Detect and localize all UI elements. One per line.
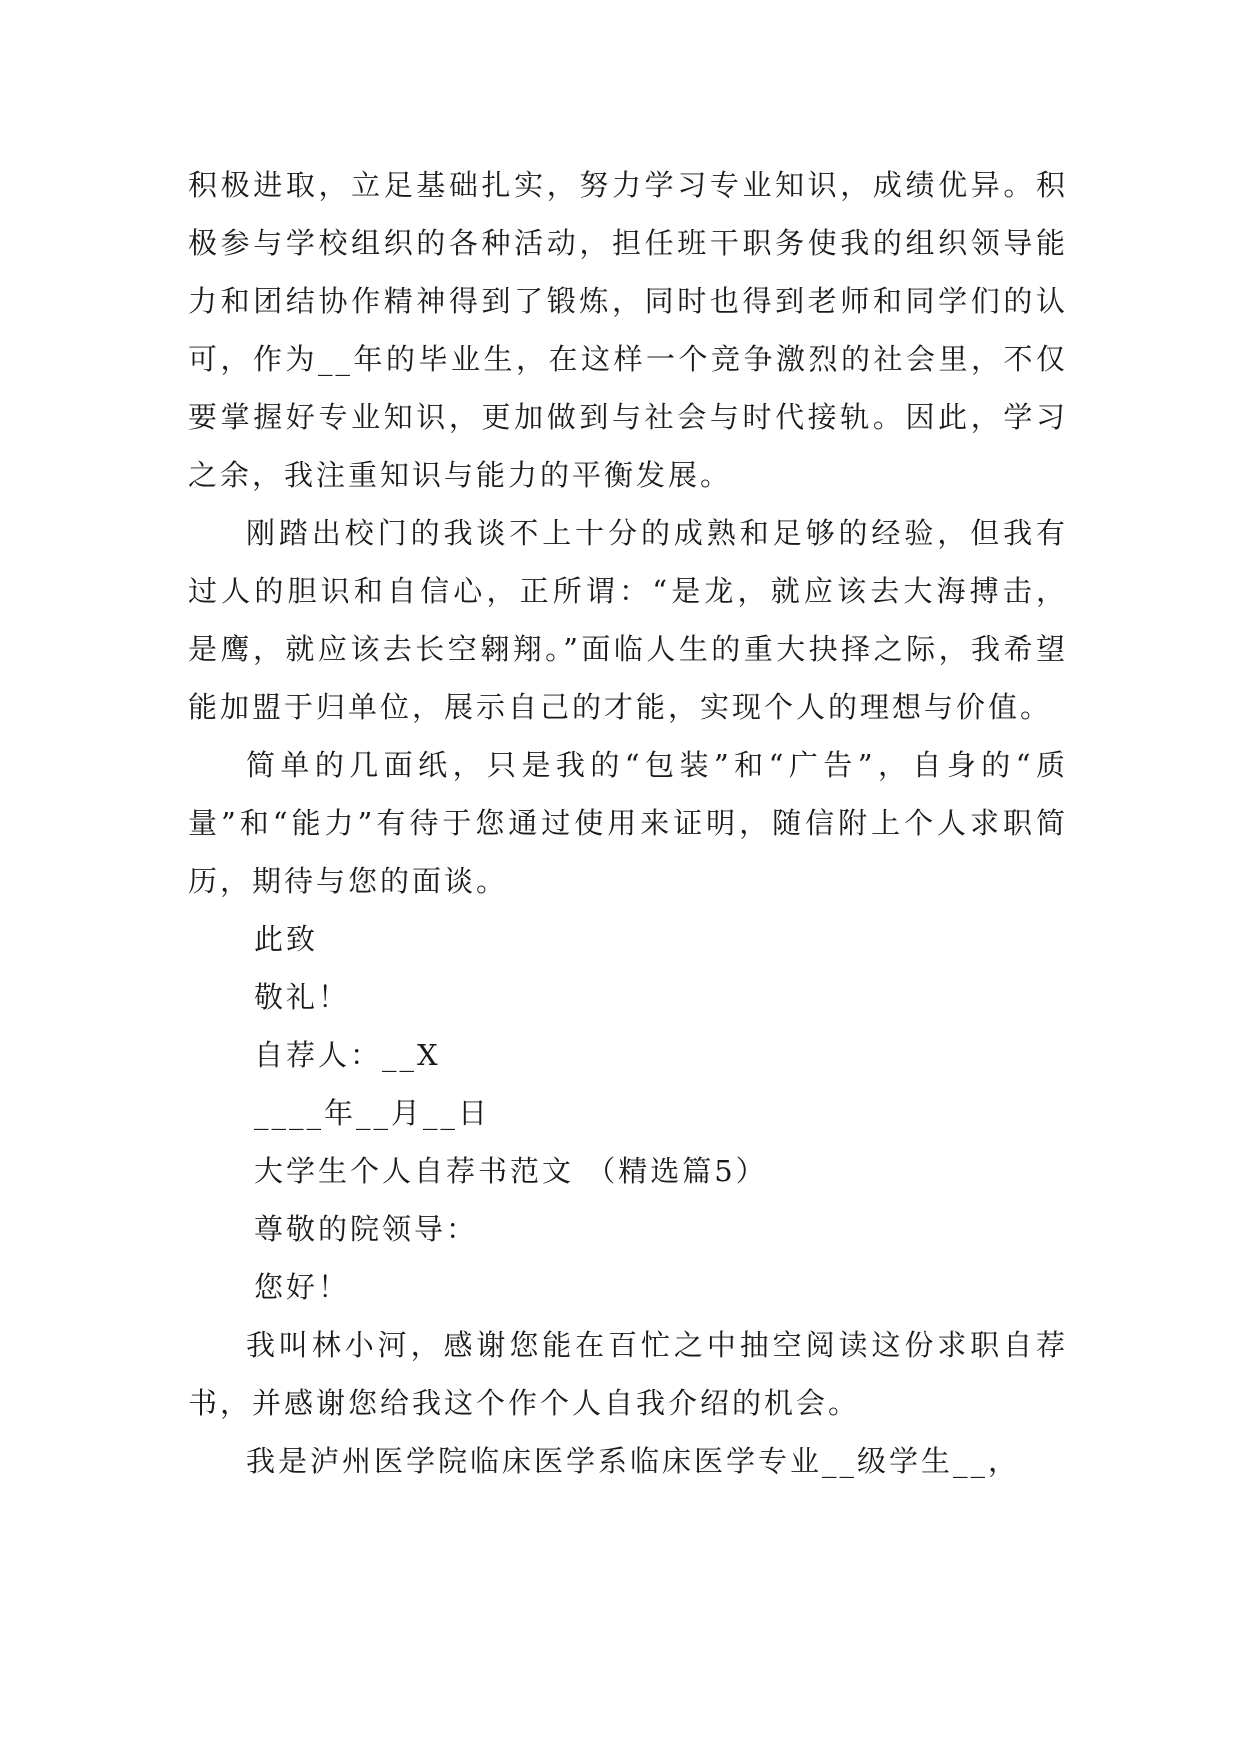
section-title: 大学生个人自荐书范文 （精选篇5） (254, 1154, 768, 1188)
closing-line-1: 此致 (254, 922, 319, 956)
paragraph-student-info: 我是泸州医学院临床医学系临床医学专业__级学生__， (246, 1444, 1021, 1478)
closing-line-2: 敬礼！ (254, 980, 351, 1014)
signer-line: 自荐人：__X (254, 1038, 441, 1072)
paragraph-introduction: 我叫林小河，感谢您能在百忙之中抽空阅读这份求职自荐书，并感谢您给我这个作个人自我介绍的机会。 (188, 1328, 1068, 1420)
document-body (188, 156, 1068, 1490)
paragraph-confidence: 刚踏出校门的我谈不上十分的成熟和足够的经验，但我有过人的胆识和自信心，正所谓：“是龙，就应该去大海搏击，是鹰，就应该去长空翱翔。”面临人生的重大抉择之际，我希望能加盟于归单位，展示自己的才能，实现个人的理想与价值。 (188, 516, 1068, 724)
greeting-line: 您好！ (254, 1270, 351, 1304)
date-line: ____年__月__日 (254, 1096, 491, 1130)
paragraph-resume-note: 简单的几面纸，只是我的“包装”和“广告”，自身的“质量”和“能力”有待于您通过使用来证明，随信附上个人求职简历，期待与您的面谈。 (188, 748, 1068, 898)
paragraph-continued: 积极进取，立足基础扎实，努力学习专业知识，成绩优异。积极参与学校组织的各种活动，担任班干职务使我的组织领导能力和团结协作精神得到了锻炼，同时也得到老师和同学们的认可，作为__年的毕业生，在这样一个竞争激烈的社会里，不仅要掌握好专业知识，更加做到与社会与时代接轨。因此，学习之余，我注重知识与能力的平衡发展。 (188, 168, 1068, 492)
salutation-line: 尊敬的院领导： (254, 1212, 479, 1246)
